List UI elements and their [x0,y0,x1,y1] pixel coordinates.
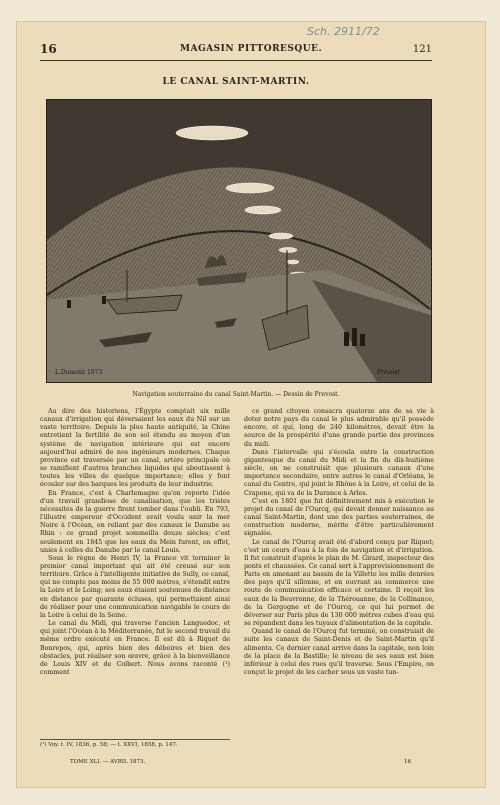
artist-signature: Prévost [377,369,400,376]
paragraph: Quand le canal de l'Ourcq fut terminé, on construisit de suite les canaux de Saint-Denis et de Saint-Martin qu'il alimenta. Ce dernier canal arrive dans la capitale, non loin de la place de la Bastille; le niveau de ses eaux est bien inférieur à celui des rues qu'il traverse. Sous l'Empire, on conçut le projet de les cacher sous un vaste tun- [244,628,434,676]
paragraph: Au dire des historiens, l'Égypte comptait six mille canaux d'irrigation qui déversaient les eaux du Nil sur un vaste territoire. Depuis la plus haute antiquité, la Chine entretient la fertilité de son sol étendu au moyen d'un système de navigation intérieure qui est encore aujourd'hui admiré de nos ingénieurs modernes. Chaque province est traversée par un canal, artère principale où se ramifient d'autres branches liquides qui aboutissent à toutes les villes de quelque importance; elles y font écouler sur des barques les produits de leur industrie. [40,408,230,489]
engraving-illustration [46,99,432,383]
paragraph: ce grand citoyen consacra quatorze ans de sa vie à doter notre pays du canal le plus admirable qu'il possède encore, et qui, long de 240 kilomètres, devait être la source de la prospérité d'une grande partie des provinces du midi. [244,408,434,448]
article-title: LE CANAL SAINT-MARTIN. [162,77,310,87]
running-header [40,42,432,60]
page-number-right: 121 [412,44,432,55]
library-stamp: Sch. 2911/72 [307,25,380,38]
illustration-caption: Navigation souterraine du canal Saint-Martin. — Dessin de Prevost. [132,391,340,398]
paragraph: Le canal du Midi, qui traverse l'ancien Languedoc, et qui joint l'Océan à la Méditerranée, fut le second travail du même ordre exécuté en France. Il est dû à Riquet de Bonrepos, qui, après bien des déboires et bien des obstacles, put réaliser son œuvre, grâce à la bienveillance de Louis XIV et de Colbert. Nous avons raconté (¹) comment [40,620,230,676]
magazine-title: MAGASIN PITTORESQUE. [180,44,323,54]
signature-mark: 16 [404,759,411,765]
header-rule [40,60,432,61]
paragraph: C'est en 1801 que fut définitivement mis à exécution le projet du canal de l'Ourcq, qui devait donner naissance au canal Saint-Martin, dont une des parties souterraines, de construction moderne, mérite d'être particulièrement signalée. [244,497,434,538]
page-number-left: 16 [40,42,57,56]
paragraph: Le canal de l'Ourcq avait été d'abord conçu par Riquet; c'est un cours d'eau à la fois de navigation et d'irrigation. Il fut construit d'après le plan de M. Girard, inspecteur des ponts et chaussées. Ce canal sert à l'approvisionnement de Paris en amenant au bassin de la Villette les mille denrées des pays qu'il sillonne, et en ouvrant au commerce une route de communication efficace et certaine. Il reçoit les eaux de la Beuvronne, de la Thérouanne, de la Collinance, de la Gergogne et de l'Ourcq, ce qui lui permet de déverser sur Paris plus de 130 000 mètres cubes d'eau qui se répandent dans les tuyaux d'alimentation de la capitale. [244,538,434,628]
paragraph: En France, c'est à Charlemagne qu'on reporte l'idée d'un travail grandiose de canalisation, que les tristes nécessités de la guerre firent tomber dans l'oubli. En 793, l'illustre empereur d'Occident avait voulu unir la mer Noire à l'Océan, en reliant par des canaux le Danube au Rhin : ce grand projet sommeilla douze siècles; c'est seulement en 1845 que les eaux du Mein furent, en effet, unies à celles du Danube par le canal Louis. [40,489,230,554]
paragraph: Sous le règne de Henri IV, la France vit terminer le premier canal important qui ait été creusé sur son territoire. Grâce à l'intelligente initiative de Sully, ce canal, qui ne compte pas moins de 55 000 mètres, s'étendit entre la Loire et le Loing; ses eaux étaient soutenues de distance en distance par quarante écluses, qui permettaient ainsi de réaliser pour une communication navigable le cours de la Loire à celui de la Seine. [40,554,230,619]
footnote: (¹) Voy. t. IV, 1836, p. 58; — t. XXVI, 1858, p. 147. [40,739,230,748]
paragraph: Dans l'intervalle qui s'écoula entre la construction gigantesque du canal du Midi et la fin du dix-huitième siècle, on ne construisit que plusieurs canaux d'une importance secondaire, entre autres le canal d'Orléans, le canal du Centre, qui joint le Rhône à la Loire, et celui de la Crapone, qui va de la Durance à Arles. [244,448,434,497]
right-column [244,408,434,677]
engraver-signature: L.Dumont 1873 [55,369,103,376]
volume-date: TOME XLI. — AVRIL 1873. [70,759,146,765]
page-footer [40,759,432,769]
left-column [40,408,230,677]
